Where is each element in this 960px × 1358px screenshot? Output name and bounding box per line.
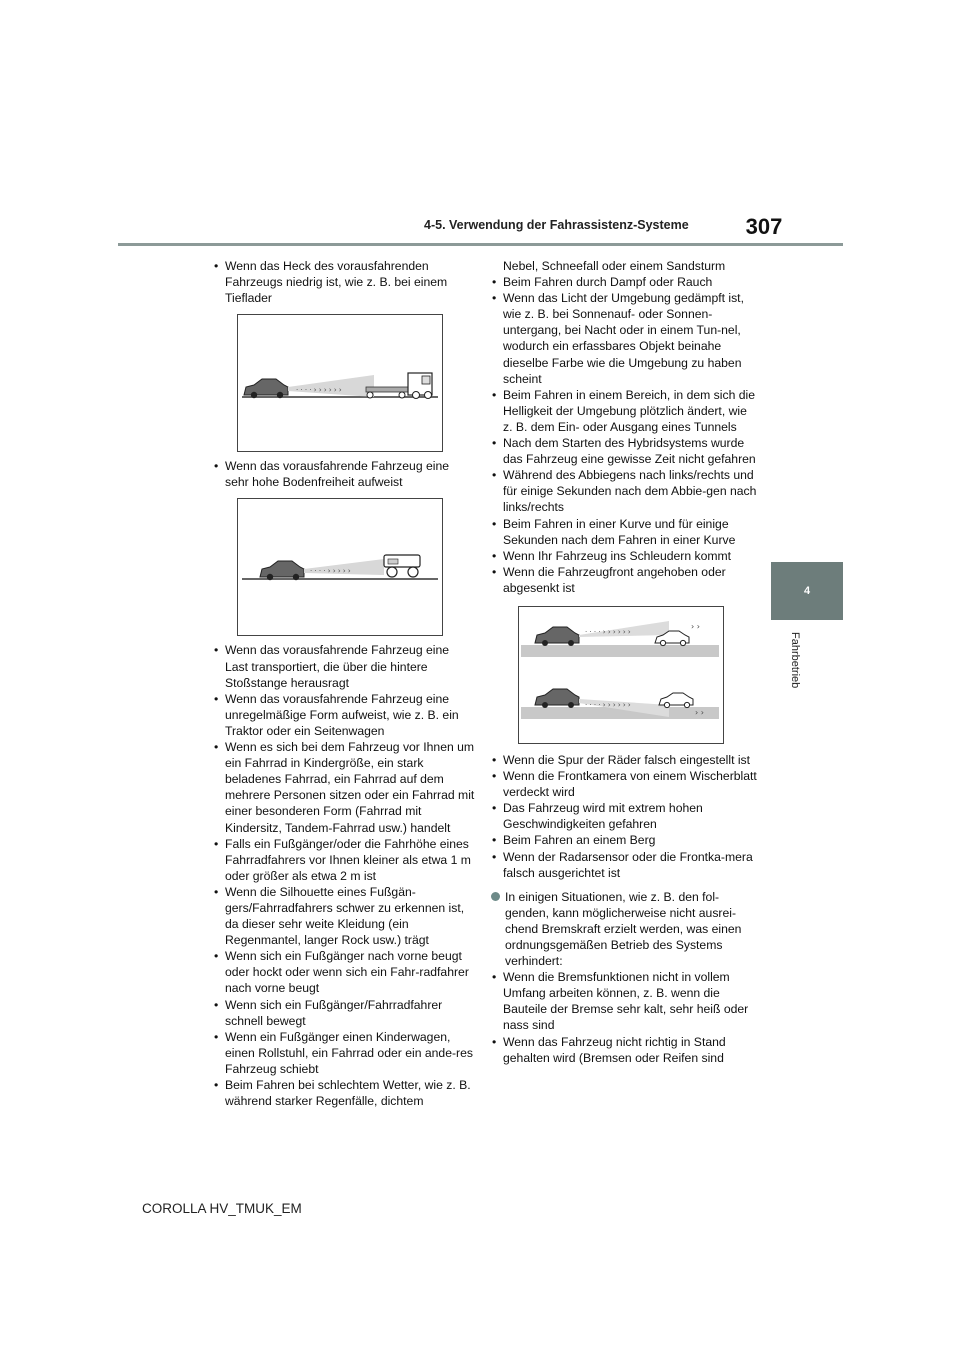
list-item: • Wenn die Bremsfunktionen nicht in vollem Umfang arbeiten können, z. B. wenn die Bauteile der Bremse sehr kalt, sehr heiß oder nass sind: [491, 969, 759, 1033]
list-item: • Wenn sich ein Fußgänger nach vorne beugt oder hockt oder wenn sich ein Fahr-radfahrer nach vorne beugt: [213, 948, 475, 996]
svg-text:· · · · › › › › ›: · · · · › › › › ›: [310, 567, 351, 576]
list-item: • Beim Fahren bei schlechtem Wetter, wie z. B. während starker Regenfälle, dichtem: [213, 1077, 475, 1109]
list-item-continuation: Nebel, Schneefall oder einem Sandsturm: [503, 259, 726, 273]
bullet-list-right-1: [491, 258, 759, 596]
chapter-number: 4: [803, 585, 811, 597]
list-item: • Wenn Ihr Fahrzeug ins Schleudern kommt: [491, 548, 759, 564]
chapter-label: Fahrbetrieb: [789, 632, 801, 689]
list-item: • Wenn das Fahrzeug nicht richtig in Stand gehalten wird (Bremsen oder Reifen sind: [491, 1034, 759, 1066]
list-item: • Wenn das vorausfahrende Fahrzeug eine unregelmäßige Form aufweist, wie z. B. ein Traktor oder ein Seitenwagen: [213, 691, 475, 739]
list-item: • Wenn die Spur der Räder falsch eingestellt ist: [491, 752, 759, 768]
note-bullet-icon: [491, 892, 500, 901]
svg-text:· · · · › › › › › ›: · · · · › › › › › ›: [296, 386, 342, 395]
list-item: • Wenn die Silhouette eines Fußgän-gers/Fahrradfahrers schwer zu erkennen ist, da dieser sehr weite Kleidung (ein Regenmantel, langer Rock usw.) trägt: [213, 884, 475, 948]
list-item: • Beim Fahren durch Dampf oder Rauch: [491, 274, 759, 290]
list-item: • Wenn das Licht der Umgebung gedämpft ist, wie z. B. bei Sonnenauf- oder Sonnen-untergang, bei Nacht oder in einem Tun-nel, wodurch ein erfassbares Objekt beinahe dieselbe Farbe wie die Umgebung zu haben scheint: [491, 290, 759, 387]
svg-text:· · · · › › › › › ›: · · · · › › › › › ›: [585, 627, 631, 636]
header-rule: [118, 243, 843, 246]
illustration-low-rear-truck: [237, 314, 443, 452]
list-item: • Beim Fahren in einem Bereich, in dem sich die Helligkeit der Umgebung plötzlich ändert, wie z. B. dem Ein- oder Ausgang eines Tunnels: [491, 387, 759, 435]
list-item: • Wenn es sich bei dem Fahrzeug vor Ihnen um ein Fahrrad in Kindergröße, ein stark beladenes Fahrrad, ein Fahrrad auf dem mehrere Personen sitzen oder ein Fahrrad mit einer besonderen Form (Fahrrad mit Kindersitz, Tandem-Fahrrad usw.) handelt: [213, 739, 475, 836]
list-item: • Wenn das vorausfahrende Fahrzeug eine sehr hohe Bodenfreiheit aufweist: [213, 458, 475, 490]
svg-text:› ›: › ›: [691, 621, 700, 631]
svg-text:· · · · › › › › › ›: · · · · › › › › › ›: [585, 700, 631, 709]
bullet-list-right-3: [491, 969, 759, 1066]
list-item: • Falls ein Fußgänger/oder die Fahrhöhe eines Fahrradfahrers vor Ihnen kleiner als etwa 1 m oder größer als etwa 2 m ist: [213, 836, 475, 884]
note-paragraph: [491, 889, 759, 969]
bullet-list-right-2: [491, 752, 759, 881]
page-number: 307: [745, 214, 783, 239]
list-item: • Wenn die Frontkamera von einem Wischerblatt verdeckt wird: [491, 768, 759, 800]
bullet-list-left-2: [213, 458, 475, 490]
note-text: In einigen Situationen, wie z. B. den fol-genden, kann möglicherweise nicht ausrei-chend Bremskraft erzielt werden, was einen ordnungsgemäßen Betrieb des Systems verhindert:: [505, 889, 742, 969]
list-item: • Wenn das vorausfahrende Fahrzeug eine Last transportiert, die über die hintere Stoßstange herausragt: [213, 642, 475, 690]
list-item: • Das Fahrzeug wird mit extrem hohen Geschwindigkeiten gefahren: [491, 800, 759, 832]
illustration-high-clearance-vehicle: [237, 498, 443, 636]
list-item: • Wenn sich ein Fußgänger/Fahrradfahrer schnell bewegt: [213, 997, 475, 1029]
list-item: • Während des Abbiegens nach links/rechts und für einige Sekunden nach dem Abbie-gen nach links/rechts: [491, 467, 759, 515]
left-column: [213, 258, 475, 1109]
list-item: • Wenn ein Fußgänger einen Kinderwagen, einen Rollstuhl, ein Fahrrad oder ein ande-res Fahrzeug schiebt: [213, 1029, 475, 1077]
svg-text:› ›: › ›: [695, 707, 704, 717]
chapter-tab[interactable]: [771, 562, 843, 620]
list-item: • Beim Fahren an einem Berg: [491, 832, 759, 848]
footer-model-code: COROLLA HV_TMUK_EM: [142, 1201, 302, 1216]
list-item: • Wenn der Radarsensor oder die Frontka-mera falsch ausgerichtet ist: [491, 849, 759, 881]
section-title: 4-5. Verwendung der Fahrassistenz-Systeme: [424, 218, 689, 232]
list-item: • Beim Fahren in einer Kurve und für einige Sekunden nach dem Fahren in einer Kurve: [491, 516, 759, 548]
illustration-vehicle-pitch: [518, 606, 724, 744]
bullet-list-left-1: [213, 258, 475, 306]
list-item: • Nach dem Starten des Hybridsystems wurde das Fahrzeug eine gewisse Zeit nicht gefahren: [491, 435, 759, 467]
list-item: • Wenn das Heck des vorausfahrenden Fahrzeugs niedrig ist, wie z. B. bei einem Tieflader: [213, 258, 475, 306]
list-item: • Wenn die Fahrzeugfront angehoben oder abgesenkt ist: [491, 564, 759, 596]
bullet-list-left-3: [213, 642, 475, 1109]
right-column: [491, 258, 759, 1066]
